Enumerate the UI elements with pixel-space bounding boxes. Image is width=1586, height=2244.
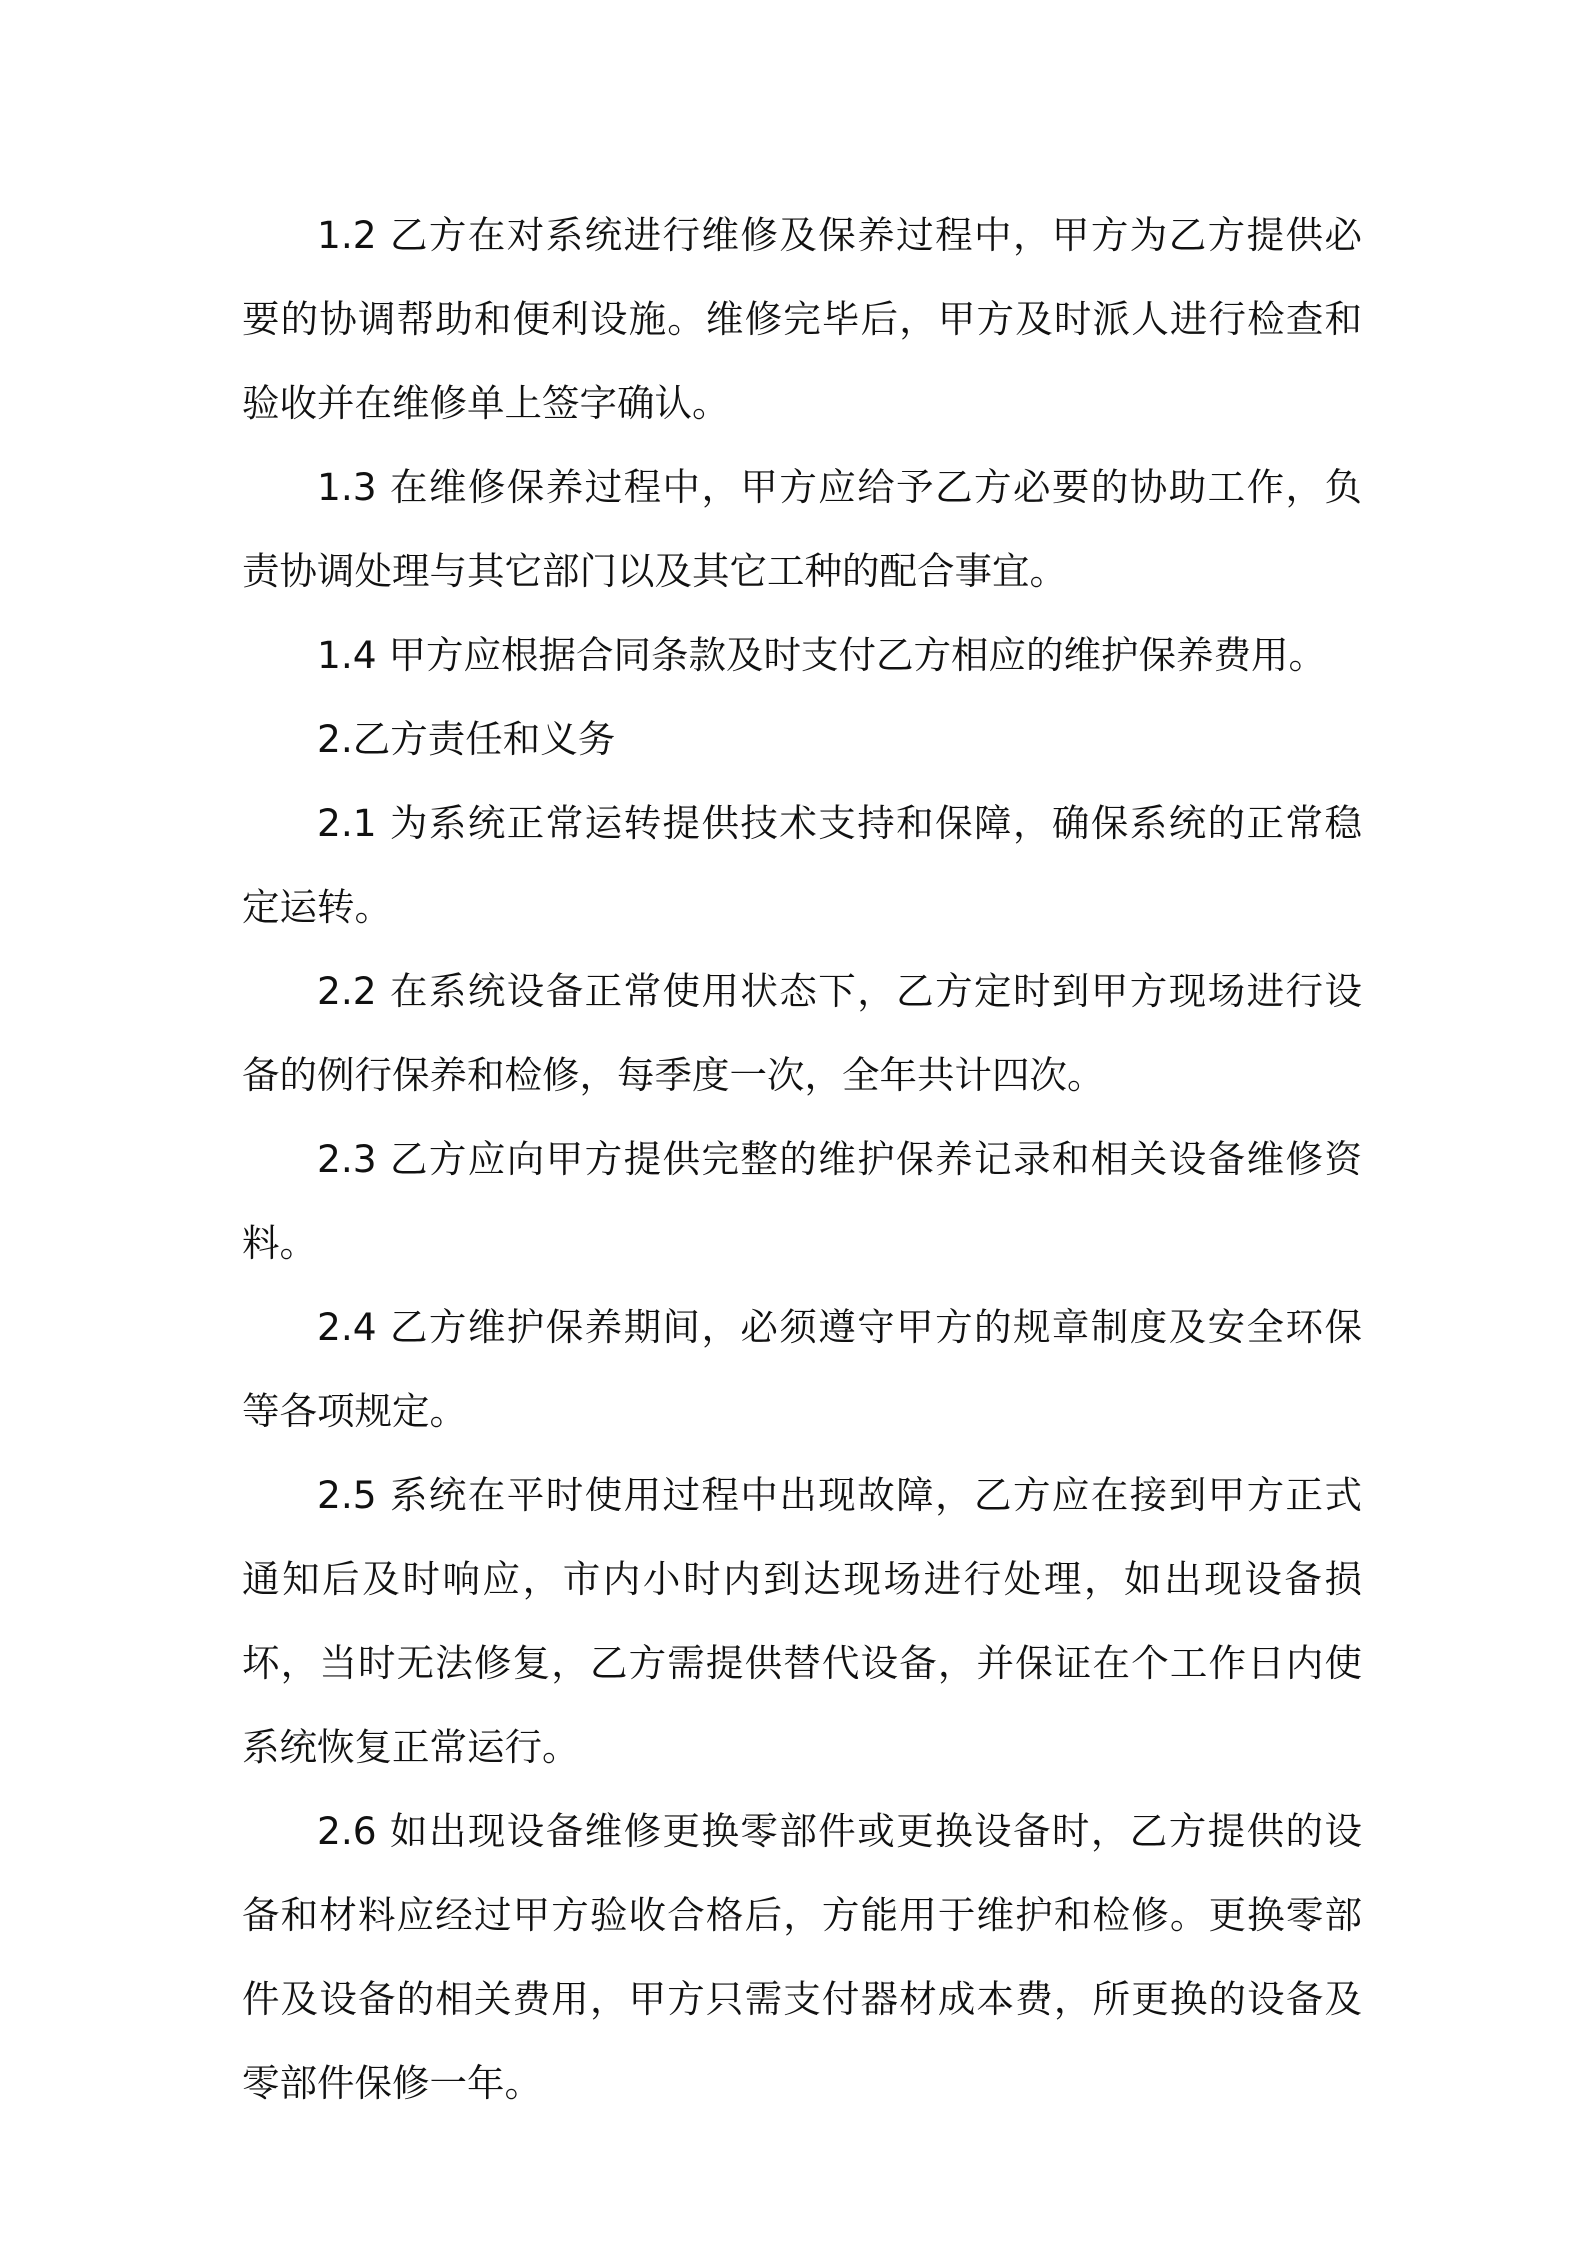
clause-2-6: 2.6 如出现设备维修更换零部件或更换设备时，乙方提供的设备和材料应经过甲方验收合格后，方能用于维护和检修。更换零部件及设备的相关费用，甲方只需支付器材成本费，所更换的设备及零部件保修一年。	[242, 1809, 1362, 2105]
clause-1-4: 1.4 甲方应根据合同条款及时支付乙方相应的维护保养费用。	[317, 633, 1327, 677]
clause-2-4: 2.4 乙方维护保养期间，必须遵守甲方的规章制度及安全环保等各项规定。	[242, 1305, 1362, 1433]
clause-2-5: 2.5 系统在平时使用过程中出现故障，乙方应在接到甲方正式通知后及时响应，市内小时内到达现场进行处理，如出现设备损坏，当时无法修复，乙方需提供替代设备，并保证在个工作日内使系统恢复正常运行。	[242, 1473, 1362, 1769]
section-heading-2: 2.乙方责任和义务	[317, 717, 616, 761]
clause-2-3: 2.3 乙方应向甲方提供完整的维护保养记录和相关设备维修资料。	[242, 1137, 1362, 1265]
clause-1-2: 1.2 乙方在对系统进行维修及保养过程中，甲方为乙方提供必要的协调帮助和便利设施。维修完毕后，甲方及时派人进行检查和验收并在维修单上签字确认。	[242, 213, 1362, 425]
clause-1-3: 1.3 在维修保养过程中，甲方应给予乙方必要的协助工作，负责协调处理与其它部门以及其它工种的配合事宜。	[242, 465, 1362, 593]
document-body	[242, 193, 1362, 2125]
clause-2-2: 2.2 在系统设备正常使用状态下，乙方定时到甲方现场进行设备的例行保养和检修，每季度一次，全年共计四次。	[242, 969, 1362, 1097]
clause-2-1: 2.1 为系统正常运转提供技术支持和保障，确保系统的正常稳定运转。	[242, 801, 1362, 929]
